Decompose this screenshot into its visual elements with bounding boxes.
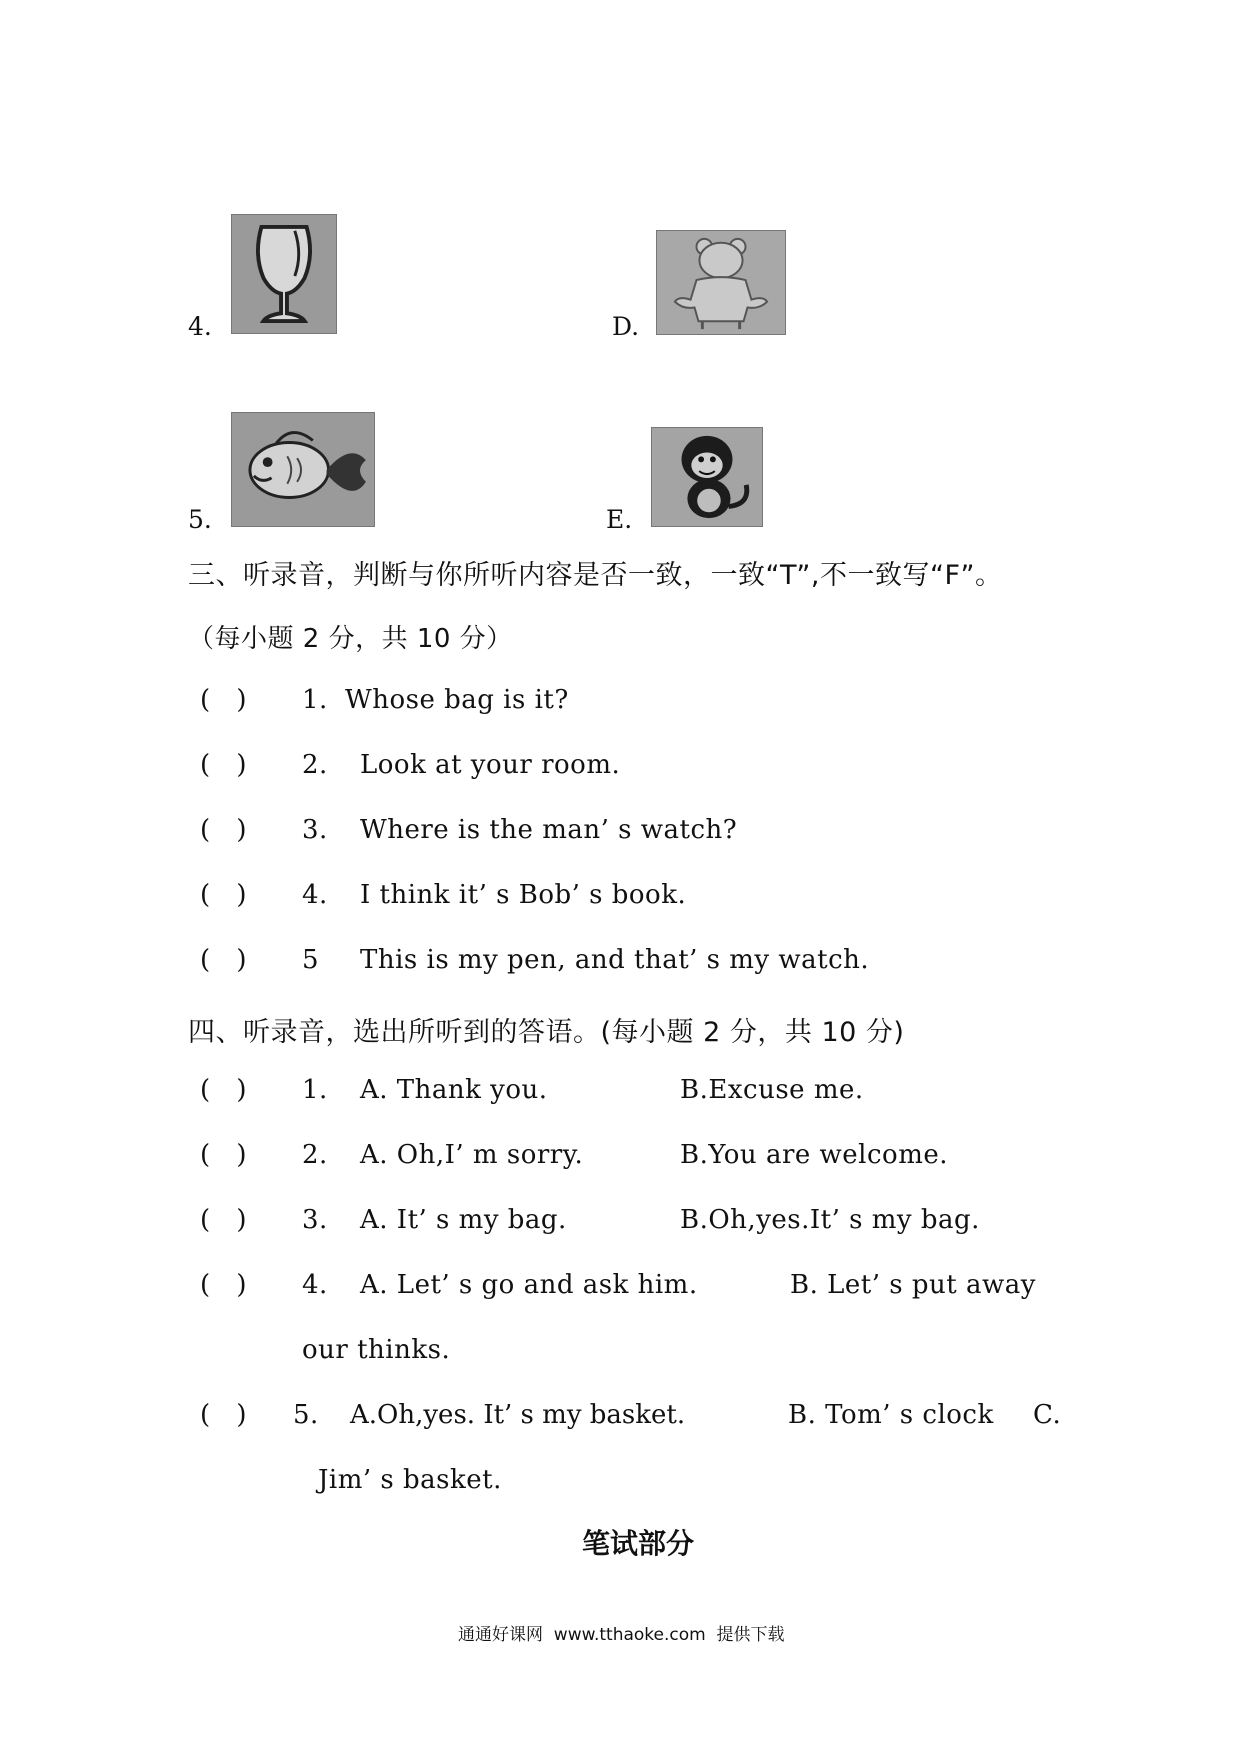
item-number: 3. bbox=[302, 1205, 328, 1235]
option-continuation: our thinks. bbox=[302, 1335, 451, 1365]
monkey-picture bbox=[651, 427, 763, 527]
fish-picture bbox=[231, 412, 375, 527]
answer-blank[interactable]: ( ) bbox=[200, 1140, 256, 1170]
monkey-icon bbox=[652, 428, 762, 526]
option-c: C. bbox=[1033, 1400, 1062, 1430]
option-a: A.Oh,yes. It’ s my basket. bbox=[350, 1400, 686, 1430]
item-text: This is my pen, and that’ s my watch. bbox=[360, 945, 870, 975]
option-b: B.Excuse me. bbox=[680, 1075, 864, 1105]
item-number: 1. bbox=[302, 685, 328, 715]
footer-source: 通通好课网 www.tthaoke.com 提供下载 bbox=[458, 1625, 785, 1645]
item-text: Where is the man’ s watch? bbox=[360, 815, 738, 845]
picture-label-d: D. bbox=[612, 312, 640, 341]
bear-icon bbox=[657, 231, 785, 334]
option-b: B.You are welcome. bbox=[680, 1140, 948, 1170]
answer-blank[interactable]: ( ) bbox=[200, 1400, 256, 1430]
answer-blank[interactable]: ( ) bbox=[200, 1270, 256, 1300]
answer-blank[interactable]: ( ) bbox=[200, 815, 256, 845]
section4-heading: 四、听录音，选出所听到的答语。(每小题 2 分，共 10 分) bbox=[188, 1017, 905, 1048]
item-number: 2. bbox=[302, 1140, 328, 1170]
section3-heading: 三、听录音，判断与你所听内容是否一致，一致“T”,不一致写“F”。 bbox=[188, 560, 1003, 591]
answer-blank[interactable]: ( ) bbox=[200, 1075, 256, 1105]
glass-icon bbox=[232, 215, 336, 333]
item-number: 1. bbox=[302, 1075, 328, 1105]
option-a: A. It’ s my bag. bbox=[360, 1205, 567, 1235]
item-number: 5. bbox=[293, 1400, 319, 1430]
item-text: Look at your room. bbox=[360, 750, 621, 780]
answer-blank[interactable]: ( ) bbox=[200, 945, 256, 975]
option-b: B.Oh,yes.It’ s my bag. bbox=[680, 1205, 980, 1235]
answer-blank[interactable]: ( ) bbox=[200, 685, 256, 715]
bear-picture bbox=[656, 230, 786, 335]
picture-label-5: 5. bbox=[188, 505, 212, 534]
glass-picture bbox=[231, 214, 337, 334]
answer-blank[interactable]: ( ) bbox=[200, 1205, 256, 1235]
picture-label-4: 4. bbox=[188, 312, 212, 341]
answer-blank[interactable]: ( ) bbox=[200, 750, 256, 780]
item-number: 3. bbox=[302, 815, 328, 845]
option-a: A. Thank you. bbox=[360, 1075, 548, 1105]
section3-points: （每小题 2 分，共 10 分） bbox=[188, 624, 513, 654]
written-part-title: 笔试部分 bbox=[582, 1527, 695, 1560]
item-number: 5 bbox=[302, 945, 320, 975]
picture-label-e: E. bbox=[606, 505, 633, 534]
option-a: A. Let’ s go and ask him. bbox=[360, 1270, 698, 1300]
item-number: 2. bbox=[302, 750, 328, 780]
item-text: I think it’ s Bob’ s book. bbox=[360, 880, 687, 910]
item-number: 4. bbox=[302, 880, 328, 910]
option-a: A. Oh,I’ m sorry. bbox=[360, 1140, 584, 1170]
option-continuation: Jim’ s basket. bbox=[318, 1465, 502, 1495]
option-b: B. Tom’ s clock bbox=[788, 1400, 994, 1430]
item-text: Whose bag is it? bbox=[345, 685, 569, 715]
fish-icon bbox=[232, 413, 374, 526]
answer-blank[interactable]: ( ) bbox=[200, 880, 256, 910]
item-number: 4. bbox=[302, 1270, 328, 1300]
option-b: B. Let’ s put away bbox=[790, 1270, 1036, 1300]
